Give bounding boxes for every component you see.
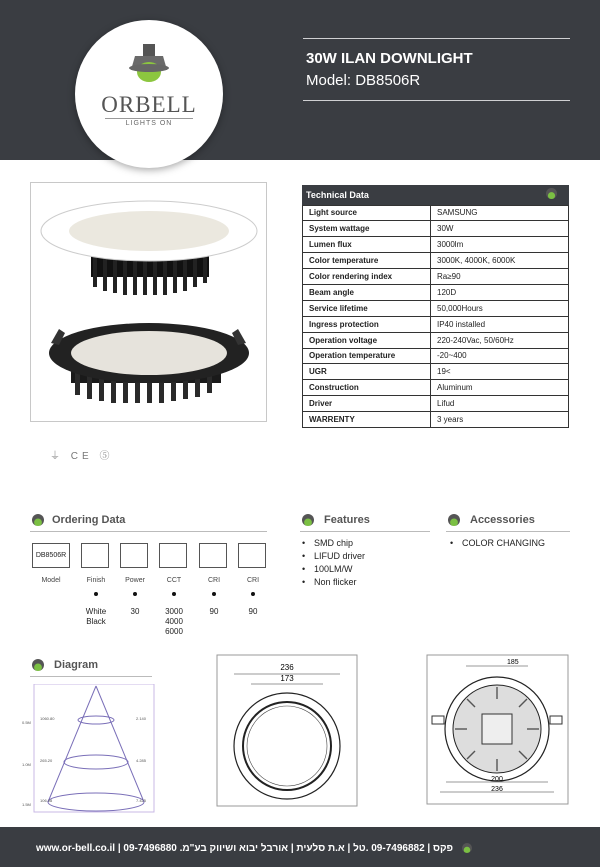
ordering-option-value: White Black bbox=[85, 607, 107, 626]
accessories-bulb-icon bbox=[448, 514, 460, 526]
ordering-code-box: DB8506R bbox=[32, 543, 70, 568]
model-number: Model: DB8506R bbox=[306, 72, 421, 89]
tech-row bbox=[303, 332, 569, 348]
tech-row-value: -20~400 bbox=[431, 348, 569, 364]
ordering-column-label: CRI bbox=[207, 577, 221, 584]
product-title: 30W ILAN DOWNLIGHT bbox=[306, 50, 473, 67]
tech-row-label: Beam angle bbox=[303, 284, 431, 300]
rear-dimension-drawing bbox=[426, 654, 569, 805]
ordering-bulb-icon bbox=[32, 514, 44, 526]
tech-row-label: Color rendering index bbox=[303, 269, 431, 285]
logo-divider bbox=[105, 118, 193, 119]
tech-row bbox=[303, 380, 569, 396]
footer-bulb-icon bbox=[462, 843, 472, 853]
ordering-column-label: Power bbox=[125, 577, 145, 584]
tech-row-value: SAMSUNG bbox=[431, 205, 569, 221]
ordering-bullet bbox=[251, 592, 255, 596]
ordering-column-label: Model bbox=[41, 577, 61, 584]
tech-row-value: 3 years bbox=[431, 412, 569, 428]
tech-row-label: WARRENTY bbox=[303, 412, 431, 428]
footer-contact-bar bbox=[0, 827, 600, 867]
diagram-title: Diagram bbox=[54, 659, 99, 671]
ordering-bullet bbox=[94, 592, 98, 596]
beam-angle-diagram bbox=[18, 684, 158, 814]
ordering-title: Ordering Data bbox=[52, 514, 126, 526]
certification-marks: ⏚ CE ⑤ bbox=[50, 451, 114, 462]
features-rule bbox=[300, 531, 430, 532]
ordering-cri-box bbox=[199, 543, 227, 568]
ordering-option-value: 3000 4000 6000 bbox=[165, 607, 183, 636]
beam-lux-label: 1060.80 bbox=[40, 716, 55, 721]
features-list bbox=[302, 537, 365, 589]
tech-row-label: Color temperature bbox=[303, 253, 431, 269]
tech-row bbox=[303, 205, 569, 221]
tech-row-value: 220-240Vac, 50/60Hz bbox=[431, 332, 569, 348]
beam-lux-label: 265.20 bbox=[40, 758, 53, 763]
tech-row bbox=[303, 396, 569, 412]
features-title: Features bbox=[324, 514, 370, 526]
tech-row-value: Ra≥90 bbox=[431, 269, 569, 285]
tech-row bbox=[303, 269, 569, 285]
tech-row-label: Lumen flux bbox=[303, 237, 431, 253]
tech-row-label: Operation voltage bbox=[303, 332, 431, 348]
beam-diameter-label: 7.425 bbox=[136, 798, 147, 803]
ordering-option-value: 90 bbox=[248, 607, 258, 616]
ordering-cri-box-2 bbox=[238, 543, 266, 568]
front-inner-dimension: 173 bbox=[280, 674, 294, 683]
tech-row-value: 50,000Hours bbox=[431, 300, 569, 316]
title-rule-top bbox=[303, 38, 570, 39]
diagram-bulb-icon bbox=[32, 659, 44, 671]
product-photo bbox=[30, 182, 267, 422]
tech-row-value: 3000lm bbox=[431, 237, 569, 253]
tech-row bbox=[303, 364, 569, 380]
beam-lux-label: 106.08 bbox=[40, 798, 53, 803]
bulb-icon bbox=[546, 188, 557, 199]
tech-row bbox=[303, 221, 569, 237]
ordering-rule bbox=[30, 531, 267, 532]
technical-data-heading bbox=[302, 185, 569, 205]
tech-row bbox=[303, 412, 569, 428]
ordering-bullet bbox=[212, 592, 216, 596]
ordering-column-label: CCT bbox=[166, 577, 182, 584]
front-dimension-drawing bbox=[216, 654, 358, 807]
footer-contact-text: www.or-bell.co.il | 09-7496880 .פקס | 09-7496882 .טל | א.ת סלעית | אורבל יבוא ושיווק בע"מ bbox=[36, 843, 454, 854]
tech-row-value: 3000K, 4000K, 6000K bbox=[431, 253, 569, 269]
rear-outer-dimension: 236 bbox=[491, 786, 503, 793]
accessories-title: Accessories bbox=[470, 514, 535, 526]
tech-row-label: Light source bbox=[303, 205, 431, 221]
tech-row bbox=[303, 300, 569, 316]
beam-diameter-label: 4.285 bbox=[136, 758, 147, 763]
logo-tagline: LIGHTS ON bbox=[125, 120, 173, 127]
tech-row bbox=[303, 348, 569, 364]
accessories-list bbox=[450, 537, 545, 550]
tech-row bbox=[303, 253, 569, 269]
tech-row-value: Lifud bbox=[431, 396, 569, 412]
tech-row-label: Construction bbox=[303, 380, 431, 396]
accessories-rule bbox=[446, 531, 570, 532]
tech-row bbox=[303, 316, 569, 332]
logo-wordmark: ORBELL bbox=[101, 92, 197, 117]
tech-row-value: 120D bbox=[431, 284, 569, 300]
ordering-cct-box bbox=[159, 543, 187, 568]
tech-row-value: 30W bbox=[431, 221, 569, 237]
ordering-finish-box bbox=[81, 543, 109, 568]
tech-row-label: Operation temperature bbox=[303, 348, 431, 364]
beam-diameter-label: 2.140 bbox=[136, 716, 147, 721]
rear-top-dimension: 185 bbox=[507, 659, 519, 666]
ordering-bullet bbox=[172, 592, 176, 596]
tech-row bbox=[303, 284, 569, 300]
title-rule-bottom bbox=[303, 100, 570, 101]
beam-distance-label: 1.0M bbox=[22, 762, 31, 767]
feature-item: • 100LM/W bbox=[302, 563, 365, 576]
ordering-column-label: Finish bbox=[86, 577, 106, 584]
beam-distance-label: 1.5M bbox=[22, 802, 31, 807]
accessory-item: • COLOR CHANGING bbox=[450, 537, 545, 550]
diagram-rule bbox=[30, 676, 152, 677]
feature-item: • LIFUD driver bbox=[302, 550, 365, 563]
ordering-bullet bbox=[133, 592, 137, 596]
feature-item: • SMD chip bbox=[302, 537, 365, 550]
tech-row-label: Service lifetime bbox=[303, 300, 431, 316]
lamp-logo-icon bbox=[75, 20, 223, 92]
beam-distance-label: 0.5M bbox=[22, 720, 31, 725]
features-bulb-icon bbox=[302, 514, 314, 526]
ordering-option-value: 30 bbox=[130, 607, 140, 616]
tech-row-label: Driver bbox=[303, 396, 431, 412]
ordering-option-value: 90 bbox=[209, 607, 219, 616]
tech-row-label: System wattage bbox=[303, 221, 431, 237]
tech-row-label: Ingress protection bbox=[303, 316, 431, 332]
tech-row-value: Aluminum bbox=[431, 380, 569, 396]
ordering-power-box bbox=[120, 543, 148, 568]
tech-row-value: 19< bbox=[431, 364, 569, 380]
logo bbox=[75, 20, 223, 168]
downlight-illustration bbox=[31, 183, 266, 421]
tech-row-value: IP40 installed bbox=[431, 316, 569, 332]
ordering-column-label: CRI bbox=[246, 577, 260, 584]
tech-row bbox=[303, 237, 569, 253]
front-outer-dimension: 236 bbox=[280, 663, 294, 672]
rear-cutout-dimension: 200 bbox=[491, 776, 503, 783]
technical-data-title: Technical Data bbox=[306, 190, 369, 200]
technical-data-table bbox=[302, 185, 569, 428]
tech-row-label: UGR bbox=[303, 364, 431, 380]
feature-item: • Non flicker bbox=[302, 576, 365, 589]
